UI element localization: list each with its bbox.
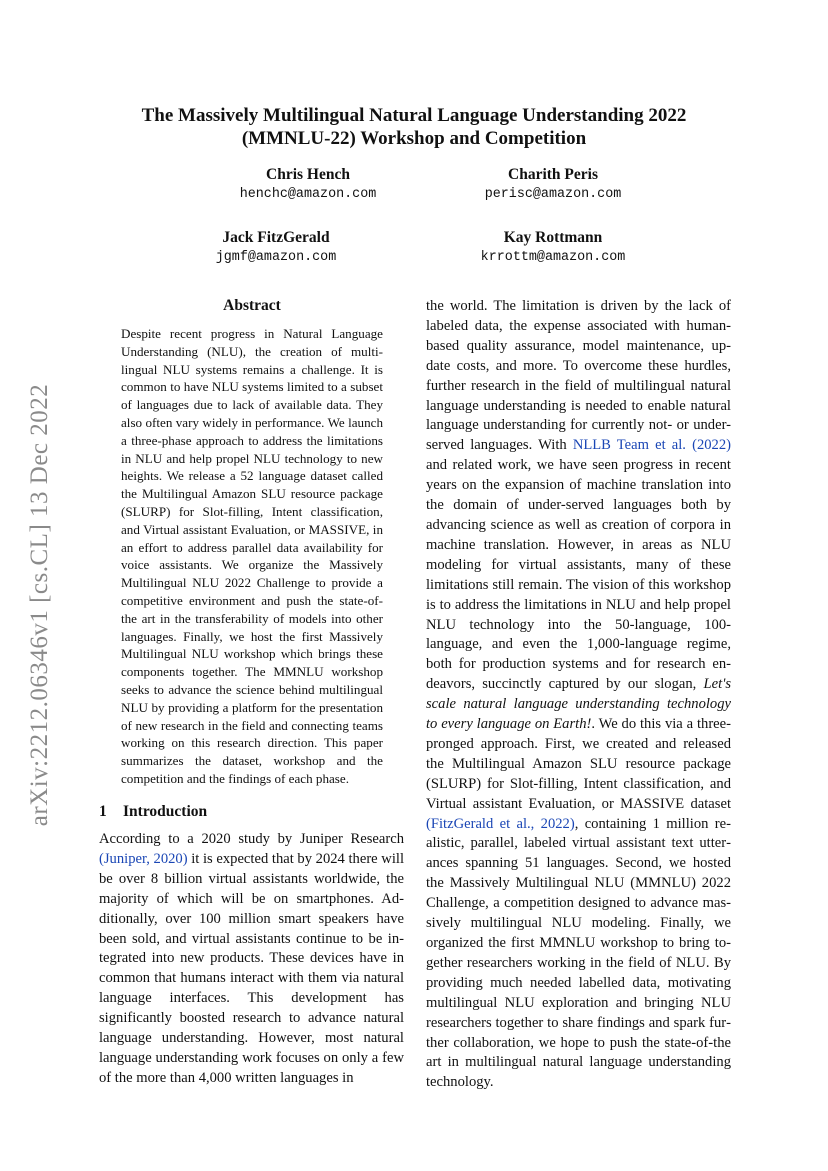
- title-line-2: (MMNLU-22) Workshop and Competition: [241, 128, 587, 149]
- section-number: 1: [99, 803, 107, 820]
- author-email: jgmf@amazon.com: [215, 250, 337, 265]
- author-block: [403, 228, 703, 268]
- abstract-heading: Abstract: [223, 297, 281, 314]
- intro-text: . We do this via a three-pronged approach. First, we created and released the Multilingual Amazon SLU resource package (SLURP) for Slot-filling, Intent classification, and Virtual assistant Evaluation, or MASSIVE dataset: [426, 716, 731, 812]
- arxiv-stamp: [14, 355, 66, 855]
- citation-link-juniper[interactable]: (Juniper, 2020): [99, 850, 188, 867]
- author-name: Chris Hench: [266, 166, 350, 183]
- author-name: Kay Rottmann: [503, 229, 603, 246]
- arxiv-stamp-text: arXiv:2212.06346v1 [cs.CL] 13 Dec 2022: [26, 383, 53, 827]
- author-name: Charith Peris: [508, 166, 598, 183]
- section-heading-introduction: [99, 803, 207, 821]
- section-title: Introduction: [123, 803, 208, 820]
- slogan-text: Let's scale natural language understanding technology to every language on Earth!: [426, 676, 731, 733]
- author-email: henchc@amazon.com: [239, 187, 377, 202]
- author-name: Jack FitzGerald: [222, 229, 330, 246]
- citation-link-fitzgerald[interactable]: (FitzGerald et al., 2022): [426, 815, 575, 832]
- author-email: perisc@amazon.com: [484, 187, 622, 202]
- paper-title: [100, 104, 728, 150]
- intro-text: the world. The limitation is driven by the lack of labeled data, the expense associated with human-based quality assurance, model maintenance, update costs, and more. To overcome these hurdles, further research in the field of multilingual natural language understanding is needed to enable natural language understanding for currently not- or under-served languages. With: [426, 298, 731, 454]
- author-block: [403, 165, 703, 205]
- title-line-1: The Massively Multilingual Natural Language Understanding 2022: [141, 105, 687, 126]
- abstract-body: Despite recent progress in Natural Language Understanding (NLU), the creation of multilingual NLU systems remains a challenge. It is common to have NLU systems limited to a subset of languages due to lack of available data. They also often vary widely in performance. We launch a three-phase approach to address the limitations in NLU and help propel NLU technology to new heights. We release a 52 language dataset called the Multilingual Amazon SLU resource package (SLURP) for Slot-filling, Intent classification, and Virtual assistant Evaluation, or MASSIVE, in an effort to address parallel data availability for voice assistants. We organize the Massively Multilingual NLU 2022 Challenge to provide a competitive environment and push the state-of-the art in the transferability of models into other languages. Finally, we host the first Massively Multilingual NLU workshop which brings these components together. The MMNLU workshop seeks to advance the science behind multilingual NLU by providing a platform for the presentation of new research in the field and connecting teams working on this research direction. This paper summarizes the dataset, workshop and the competition and the findings of each phase.: [121, 326, 383, 786]
- author-email: krrottm@amazon.com: [480, 250, 626, 265]
- citation-link-nllb[interactable]: NLLB Team et al. (2022): [572, 437, 731, 454]
- introduction-paragraph-right: [426, 297, 731, 1093]
- intro-text: it is expected that by 2024 there will be over 8 billion virtual assistants worldwide, the majority of which will be on smartphones. Additionally, over 100 million smart speakers have been sold, and virtual assistants continue to be integrated into new products. These devices have in common that humans interact with them via natural language interfaces. This development has significantly boosted research to advance natural language understanding. However, most natural language understanding work focuses on only a few of the more than 4,000 written languages in: [99, 850, 405, 1086]
- introduction-paragraph-left: [99, 830, 404, 1089]
- intro-text: and related work, we have seen progress in recent years on the expansion of machine translation into the domain of under-served languages both by advancing science as well as creation of corpora in machine translation. However, in areas as NLU modeling for virtual assistants, many of these limitations still remain. The vision of this workshop is to address the limitations in NLU and help propel NLU technology into the 50-language, 100-language, and even the 1,000-language regime, both for production systems and for research endeavors, succinctly captured by our slogan,: [426, 457, 731, 693]
- intro-text: According to a 2020 study by Juniper Research: [99, 831, 404, 847]
- author-block: [126, 228, 426, 268]
- intro-text: , containing 1 million realistic, parallel, labeled virtual assistant text utterances spanning 51 languages. Second, we hosted the Massively Multilingual NLU (MMNLU) 2022 Challenge, a competition designed to advance massively multilingual NLU modeling. Finally, we organized the first MMNLU workshop to bring together researchers working in the field of NLU. By providing much needed labelled data, motivating multilingual NLU exploration and bringing NLU researchers together to share findings and spark further collaboration, we hope to push the state-of-the art in multilingual natural language understanding technology.: [426, 815, 731, 1091]
